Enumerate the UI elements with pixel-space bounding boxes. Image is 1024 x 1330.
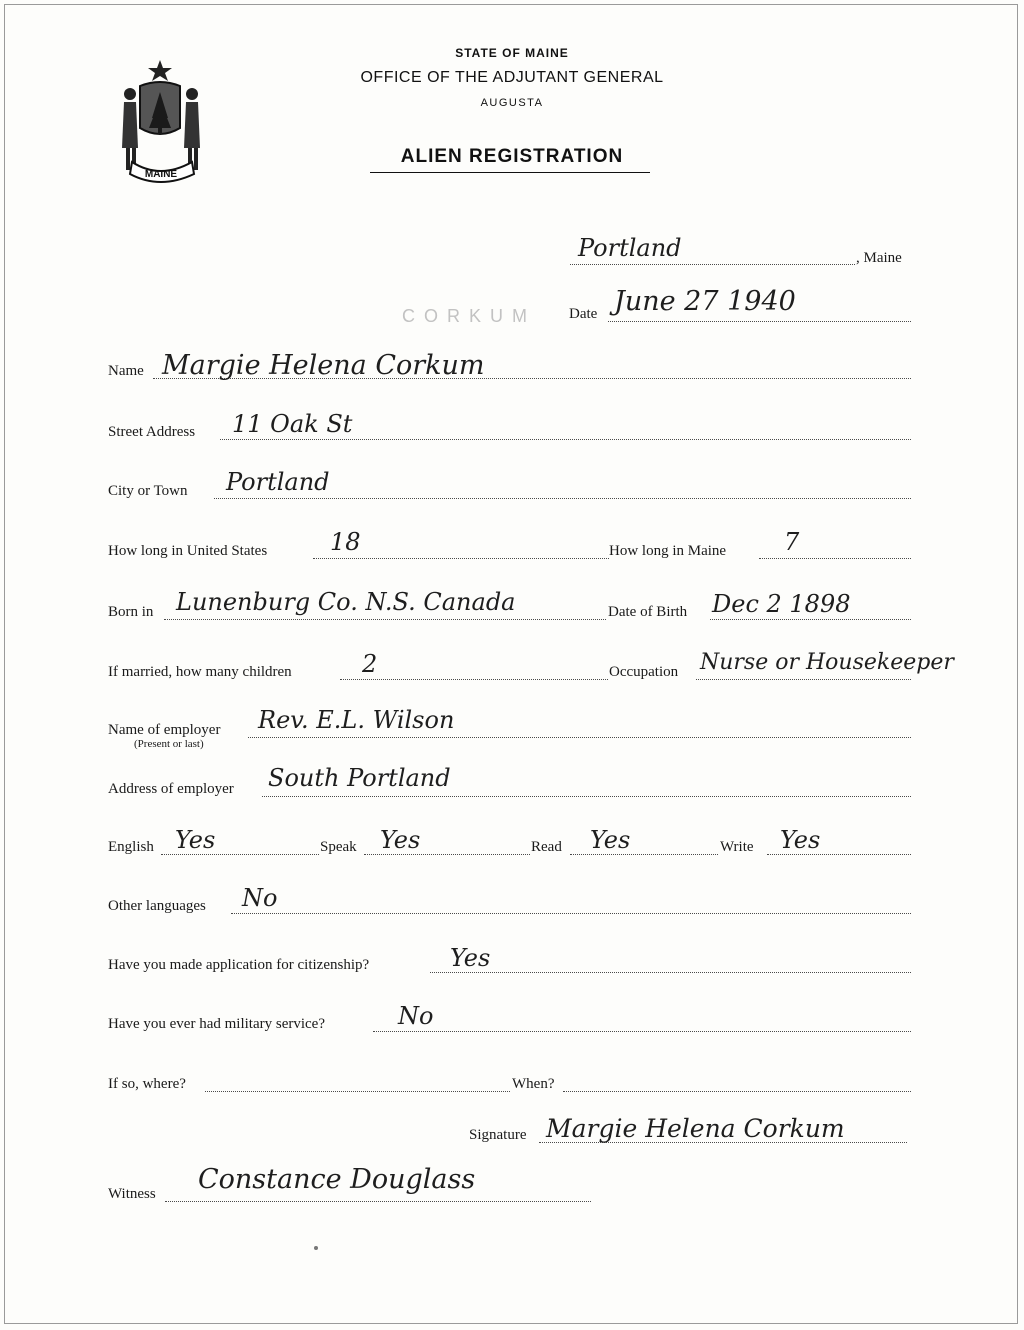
speak-label: Speak: [320, 839, 357, 855]
born-in-value: Lunenburg Co. N.S. Canada: [176, 588, 516, 616]
name-value: Margie Helena Corkum: [162, 350, 485, 381]
children-line: [340, 679, 608, 680]
if-so-where-label: If so, where?: [108, 1076, 186, 1092]
when-line: [563, 1091, 911, 1092]
street-address-line: [220, 439, 911, 440]
title-underline: [370, 172, 650, 173]
city-town-value: Portland: [226, 468, 330, 496]
how-long-maine-label: How long in Maine: [609, 543, 727, 559]
english-line: [161, 854, 319, 855]
office-heading: OFFICE OF THE ADJUTANT GENERAL: [360, 69, 664, 86]
city-heading: AUGUSTA: [480, 97, 544, 109]
other-languages-value: No: [242, 884, 278, 912]
if-so-where-line: [205, 1091, 510, 1092]
witness-value: Constance Douglass: [198, 1164, 476, 1195]
occupation-line: [696, 679, 911, 680]
other-languages-line: [231, 913, 911, 914]
children-value: 2: [362, 650, 378, 678]
born-in-line: [164, 619, 606, 620]
write-value: Yes: [780, 826, 821, 854]
employer-address-value: South Portland: [268, 764, 451, 792]
citizenship-line: [430, 972, 911, 973]
employer-line: [248, 737, 911, 738]
english-label: English: [108, 839, 154, 855]
employer-address-line: [262, 796, 911, 797]
citizenship-label: Have you made application for citizenship?: [108, 957, 370, 973]
speak-line: [364, 854, 530, 855]
surname-stamp: CORKUM: [402, 306, 536, 326]
witness-line: [165, 1201, 591, 1202]
write-label: Write: [720, 839, 754, 855]
svg-text:MAINE: MAINE: [144, 169, 178, 180]
signature-label: Signature: [469, 1127, 527, 1143]
military-value: No: [398, 1002, 434, 1030]
employer-label: Name of employer: [108, 722, 221, 738]
how-long-us-line: [313, 558, 609, 559]
place-value: Portland: [578, 234, 682, 262]
city-town-line: [214, 498, 911, 499]
date-label: Date: [569, 306, 598, 322]
write-line: [767, 854, 911, 855]
other-languages-label: Other languages: [108, 898, 206, 914]
signature-value: Margie Helena Corkum: [546, 1114, 845, 1143]
state-heading: STATE OF MAINE: [455, 46, 569, 60]
military-label: Have you ever had military service?: [108, 1016, 325, 1032]
occupation-label: Occupation: [609, 664, 679, 680]
how-long-us-label: How long in United States: [108, 543, 268, 559]
date-of-birth-label: Date of Birth: [608, 604, 688, 620]
how-long-maine-line: [759, 558, 911, 559]
speak-value: Yes: [380, 826, 421, 854]
maine-label: , Maine: [856, 250, 902, 266]
date-line: [608, 321, 911, 322]
born-in-label: Born in: [108, 604, 154, 620]
how-long-us-value: 18: [330, 528, 361, 556]
street-address-value: 11 Oak St: [232, 410, 353, 438]
when-label: When?: [512, 1076, 555, 1092]
employer-sublabel: (Present or last): [134, 738, 204, 750]
name-label: Name: [108, 363, 144, 379]
date-value: June 27 1940: [614, 286, 796, 317]
date-of-birth-line: [710, 619, 911, 620]
date-of-birth-value: Dec 2 1898: [712, 590, 851, 618]
form-title: ALIEN REGISTRATION: [400, 146, 624, 167]
how-long-maine-value: 7: [784, 528, 800, 556]
street-address-label: Street Address: [108, 424, 196, 440]
place-line: [570, 264, 855, 265]
citizenship-value: Yes: [450, 944, 491, 972]
military-line: [373, 1031, 911, 1032]
occupation-value: Nurse or Housekeeper: [700, 650, 954, 675]
read-line: [570, 854, 718, 855]
city-town-label: City or Town: [108, 483, 188, 499]
employer-address-label: Address of employer: [108, 781, 234, 797]
witness-label: Witness: [108, 1186, 156, 1202]
english-value: Yes: [175, 826, 216, 854]
paper-speck: [314, 1246, 318, 1250]
children-label: If married, how many children: [108, 664, 292, 680]
employer-value: Rev. E.L. Wilson: [258, 706, 455, 734]
read-label: Read: [531, 839, 562, 855]
read-value: Yes: [590, 826, 631, 854]
